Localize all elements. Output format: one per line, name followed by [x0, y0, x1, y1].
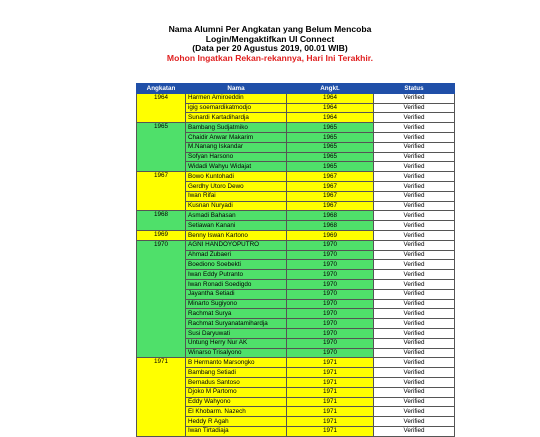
table-row	[137, 172, 455, 182]
name-cell: Iwan Eddy Putranto	[186, 270, 287, 280]
status-cell: Verified	[374, 172, 455, 182]
year-group-cell: 1971	[137, 358, 186, 436]
name-cell: M.Nanang Iskandar	[186, 142, 287, 152]
name-cell: Bambang Setiadi	[186, 368, 287, 378]
name-cell: Jayantha Setiadi	[186, 289, 287, 299]
name-cell: Gerdhy Utoro Dewo	[186, 181, 287, 191]
status-cell: Verified	[374, 417, 455, 427]
title-line-3: (Data per 20 Agustus 2019, 00.01 WIB)	[192, 43, 348, 53]
status-cell: Verified	[374, 426, 455, 436]
name-cell: Ahmad Zubaeri	[186, 250, 287, 260]
angkatan-cell: 1965	[287, 123, 374, 133]
title-line-2: Login/Mengaktifkan UI Connect	[205, 33, 335, 44]
status-cell: Verified	[374, 201, 455, 211]
status-cell: Verified	[374, 230, 455, 240]
name-cell: Untung Herry Nur AK	[186, 338, 287, 348]
name-cell: AGNI HANDOYOPUTRO	[186, 240, 287, 250]
name-cell: B Hermanto Marsongko	[186, 358, 287, 368]
column-header-angkt: Angkt.	[287, 84, 374, 94]
angkatan-cell: 1971	[287, 377, 374, 387]
name-cell: Rachmat Surya	[186, 309, 287, 319]
status-cell: Verified	[374, 289, 455, 299]
name-cell: Eddy Wahyono	[186, 397, 287, 407]
angkatan-cell: 1970	[287, 270, 374, 280]
status-cell: Verified	[374, 407, 455, 417]
name-cell: Sofyan Harsono	[186, 152, 287, 162]
name-cell: Rachmat Suryanatamihardja	[186, 319, 287, 329]
name-cell: igig soemardikatmodjo	[186, 103, 287, 113]
name-cell: Bernadus Santoso	[186, 377, 287, 387]
angkatan-cell: 1967	[287, 172, 374, 182]
status-cell: Verified	[374, 368, 455, 378]
status-cell: Verified	[374, 103, 455, 113]
angkatan-cell: 1970	[287, 319, 374, 329]
angkatan-cell: 1965	[287, 132, 374, 142]
status-cell: Verified	[374, 113, 455, 123]
angkatan-cell: 1971	[287, 417, 374, 427]
angkatan-cell: 1970	[287, 289, 374, 299]
name-cell: Bambang Sudjatmiko	[186, 123, 287, 133]
status-cell: Verified	[374, 328, 455, 338]
angkatan-cell: 1970	[287, 279, 374, 289]
angkatan-cell: 1969	[287, 230, 374, 240]
title-line-1: Nama Alumni Per Angkatan yang Belum Mencoba	[168, 24, 372, 34]
name-cell: Winarso Trisalyono	[186, 348, 287, 358]
angkatan-cell: 1970	[287, 328, 374, 338]
name-cell: Widadi Wahyu Widajat	[186, 162, 287, 172]
name-cell: Boediono Soebekti	[186, 260, 287, 270]
angkatan-cell: 1971	[287, 407, 374, 417]
status-cell: Verified	[374, 299, 455, 309]
angkatan-cell: 1970	[287, 299, 374, 309]
year-group-cell: 1964	[137, 93, 186, 122]
status-cell: Verified	[374, 152, 455, 162]
name-cell: Bowo Kuntohadi	[186, 172, 287, 182]
year-group-cell: 1967	[137, 172, 186, 211]
year-group-cell: 1970	[137, 240, 186, 358]
name-cell: Iwan Ronadi Soedigdo	[186, 279, 287, 289]
status-cell: Verified	[374, 93, 455, 103]
status-cell: Verified	[374, 319, 455, 329]
angkatan-cell: 1971	[287, 426, 374, 436]
name-cell: Setiawan Kanani	[186, 221, 287, 231]
table-row	[137, 358, 455, 368]
year-group-cell: 1968	[137, 211, 186, 231]
column-header-nama: Nama	[186, 84, 287, 94]
table-row	[137, 211, 455, 221]
angkatan-cell: 1970	[287, 240, 374, 250]
angkatan-cell: 1967	[287, 191, 374, 201]
year-group-cell: 1969	[137, 230, 186, 240]
angkatan-cell: 1970	[287, 309, 374, 319]
name-cell: Iwan Rifai	[186, 191, 287, 201]
status-cell: Verified	[374, 162, 455, 172]
column-header-angkatan: Angkatan	[137, 84, 186, 94]
name-cell: Susi Daryuwati	[186, 328, 287, 338]
angkatan-cell: 1971	[287, 387, 374, 397]
table-body	[137, 93, 455, 436]
angkatan-cell: 1970	[287, 260, 374, 270]
status-cell: Verified	[374, 270, 455, 280]
angkatan-cell: 1964	[287, 103, 374, 113]
status-cell: Verified	[374, 377, 455, 387]
name-cell: Kusnan Nuryadi	[186, 201, 287, 211]
angkatan-cell: 1964	[287, 113, 374, 123]
angkatan-cell: 1964	[287, 93, 374, 103]
angkatan-cell: 1968	[287, 221, 374, 231]
angkatan-cell: 1965	[287, 152, 374, 162]
name-cell: Sunardi Kartadihardja	[186, 113, 287, 123]
status-cell: Verified	[374, 142, 455, 152]
status-cell: Verified	[374, 191, 455, 201]
status-cell: Verified	[374, 279, 455, 289]
status-cell: Verified	[374, 221, 455, 231]
angkatan-cell: 1965	[287, 142, 374, 152]
table-row	[137, 93, 455, 103]
angkatan-cell: 1970	[287, 348, 374, 358]
name-cell: Djoko M Partomo	[186, 387, 287, 397]
angkatan-cell: 1965	[287, 162, 374, 172]
name-cell: El Khobarm. Nazech	[186, 407, 287, 417]
angkatan-cell: 1971	[287, 358, 374, 368]
reminder-subtitle: Mohon Ingatkan Rekan-rekannya, Hari Ini Terakhir.	[166, 52, 374, 63]
name-cell: Heddy R Agah	[186, 417, 287, 427]
name-cell: Chaidir Anwar Makarim	[186, 132, 287, 142]
angkatan-cell: 1967	[287, 181, 374, 191]
status-cell: Verified	[374, 211, 455, 221]
name-cell: Iwan Tirtadiaja	[186, 426, 287, 436]
name-cell: Asmadi Bahasan	[186, 211, 287, 221]
document-header	[0, 25, 540, 63]
angkatan-cell: 1971	[287, 368, 374, 378]
name-cell: Minarto Sugiyono	[186, 299, 287, 309]
table-header-row	[137, 84, 455, 94]
status-cell: Verified	[374, 348, 455, 358]
status-cell: Verified	[374, 397, 455, 407]
status-cell: Verified	[374, 123, 455, 133]
status-cell: Verified	[374, 240, 455, 250]
table-row	[137, 240, 455, 250]
angkatan-cell: 1970	[287, 338, 374, 348]
status-cell: Verified	[374, 250, 455, 260]
angkatan-cell: 1970	[287, 250, 374, 260]
status-cell: Verified	[374, 260, 455, 270]
status-cell: Verified	[374, 181, 455, 191]
status-cell: Verified	[374, 309, 455, 319]
angkatan-cell: 1968	[287, 211, 374, 221]
name-cell: Harmen Amiroeddin	[186, 93, 287, 103]
angkatan-cell: 1967	[287, 201, 374, 211]
angkatan-cell: 1971	[287, 397, 374, 407]
column-header-status: Status	[374, 84, 455, 94]
table-row	[137, 230, 455, 240]
status-cell: Verified	[374, 358, 455, 368]
status-cell: Verified	[374, 387, 455, 397]
year-group-cell: 1965	[137, 123, 186, 172]
name-cell: Benny Iswan Kartono	[186, 230, 287, 240]
alumni-table	[136, 83, 455, 437]
status-cell: Verified	[374, 132, 455, 142]
table-row	[137, 123, 455, 133]
status-cell: Verified	[374, 338, 455, 348]
